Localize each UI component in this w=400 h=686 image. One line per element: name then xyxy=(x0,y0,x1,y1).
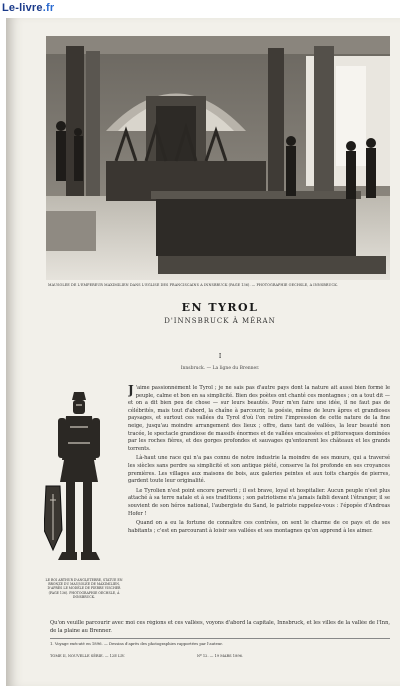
paragraph: Quand on a eu la fortune de connaître ces contrées, on sent le charme de ce pays et de ses habitants ; c'est en parcourant à loisir ses vallées et ses montagnes qu'on apprend à les aimer. xyxy=(128,520,390,534)
section-subtitle: Innsbruck. — La ligne du Brenner. xyxy=(180,366,260,371)
statue-caption: LE ROI ARTHUR D'ANGLETERRE, STATUE EN BRONZE DU MAUSOLÉE DE MAXIMILIEN, D'APRÈS LE MODÈLE DE PIERRE VISCHER (PAGE 136). PHOTOGRAPHIE OECHSLE, À INNSBRUCK. xyxy=(45,578,123,599)
page-footer xyxy=(50,654,390,662)
article-body xyxy=(128,385,390,627)
article-body-continued: Qu'on veuille parcourir avec moi ces régions et ces vallées, voyons d'abord la capitale, Innsbruck, et les villes de la vallée de l'Inn, de la plaine au Brenner. xyxy=(50,620,390,634)
knight-statue-engraving xyxy=(44,390,114,572)
article-subtitle: D'INNSBRUCK À MÉRAN xyxy=(164,317,276,325)
paragraph: J 'aime passionnément le Tyrol ; je ne sais pas d'autre pays dont la nature ait aussi bien formé le peuple, calme et bon en sa simplicité. Bien des poètes ont chanté ces montagnes ; on a tout dit — et on a dit bien peu de chose — sur leurs beautés. Pour m'en faire une idée, il ne faut pas de célébrités, mais tout d'abord, la chaîne à parcourir, la poésie, même de leurs âpres et grandioses paysages, et surtout ces vallées du Tyrol d'où l'on retire l'impression de cette nature de la fine neige, jusqu'au moindre arrangement des lieux ; offre, dans tant de vallées, la leur beauté non tracée, le spectacle grandiose de massifs énormes et de vallées encaissées et pittoresques dominées par les roches fières, et des gorges profondes et sauvages qu'entourent les châteaux et les grands torrents. xyxy=(128,385,390,452)
footer-volume: TOME II, NOUVELLE SÉRIE. — 12E LIV. xyxy=(50,654,125,658)
drop-cap: J xyxy=(128,385,134,397)
site-header xyxy=(0,0,400,20)
paragraph: Là-haut une race qui n'a pas connu de notre industrie la moindre de ses mœurs, qui a traversé les siècles sans perdre sa simplicité et son antique piété, conserve la foi profonde en ses croyances premières. Les villages aux maisons de bois, aux galeries peintes et aux toits chargés de pierres, gardent toute leur originalité. xyxy=(128,455,390,485)
plate-caption: MAUSOLÉE DE L'EMPEREUR MAXIMILIEN DANS L'ÉGLISE DES FRANCISCAINS À INNSBRUCK (PAGE 136). — PHOTOGRAPHIE OECHSLE, À INNSBRUCK. xyxy=(48,283,339,287)
paragraph: Le Tyrolien n'est point encore perverti ; il est brave, loyal et hospitalier. Aucun peuple n'est plus attaché à sa terre natale et à ses traditions ; son patriotisme n'a jamais faibli devant l'étranger, il se souvient de son héros national, l'aubergiste du Sand, le patriote rappelez-vous : l'épopée d'Andreas Hofer ! xyxy=(128,487,390,517)
church-interior-illustration xyxy=(46,36,390,280)
site-logo[interactable]: Le-livre.fr xyxy=(2,2,55,14)
footnote: 1. Voyage exécuté en 1896. — Dessins d'après des photographies rapportées par l'auteur. xyxy=(50,638,390,646)
church-interior-engraving xyxy=(46,36,390,280)
section-number: I xyxy=(218,353,222,360)
article-title: EN TYROL xyxy=(181,301,259,314)
knight-statue-illustration xyxy=(44,390,114,572)
footer-issue: Nº 12. — 19 MARS 1896. xyxy=(196,654,244,658)
